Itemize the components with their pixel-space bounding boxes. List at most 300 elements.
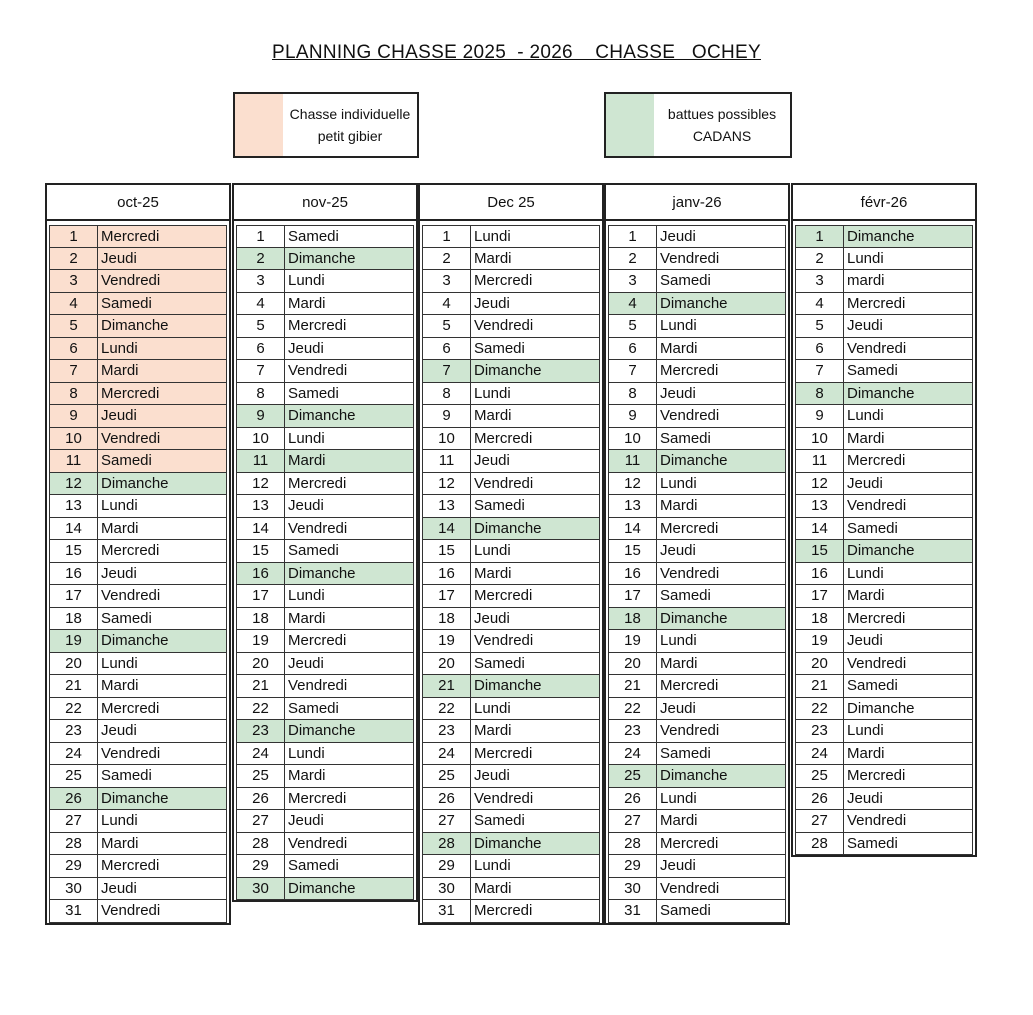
day-row [608, 608, 786, 631]
day-name: Samedi [101, 452, 152, 469]
day-name: Vendredi [101, 272, 161, 289]
day-row [795, 540, 973, 563]
day-row [608, 270, 786, 293]
day-row [795, 428, 973, 451]
day-row [422, 675, 600, 698]
day-number: 18 [423, 608, 471, 630]
day-name: Lundi [288, 744, 325, 762]
day-name: Mardi [101, 362, 139, 379]
day-number: 20 [50, 653, 98, 675]
day-row [608, 878, 786, 901]
day-number: 19 [423, 630, 471, 652]
day-name: Mercredi [660, 834, 719, 852]
day-row [236, 743, 414, 766]
month-column [232, 183, 418, 902]
day-name: Mardi [474, 879, 512, 897]
day-number: 9 [609, 405, 657, 427]
day-number: 29 [237, 855, 285, 877]
day-row [422, 585, 600, 608]
day-row [422, 743, 600, 766]
day-name: Jeudi [474, 609, 510, 627]
day-row [795, 293, 973, 316]
day-number: 9 [50, 405, 98, 427]
day-name: Mercredi [847, 767, 906, 784]
day-row [236, 810, 414, 833]
day-number: 3 [423, 270, 471, 292]
day-name: Lundi [288, 429, 325, 447]
legend-orange [233, 92, 419, 158]
day-name: Mardi [474, 564, 512, 582]
month-header: Dec 25 [420, 185, 602, 221]
day-number: 1 [423, 226, 471, 247]
day-row [422, 810, 600, 833]
day-number: 19 [609, 630, 657, 652]
day-name: Mardi [847, 744, 885, 762]
day-row [49, 473, 227, 496]
day-row [608, 630, 786, 653]
day-number: 30 [423, 878, 471, 900]
day-number: 17 [237, 585, 285, 607]
day-number: 30 [609, 878, 657, 900]
day-name: Vendredi [101, 587, 161, 604]
day-row [49, 608, 227, 631]
day-row [49, 720, 227, 743]
day-name: Samedi [288, 384, 339, 402]
day-list [234, 221, 416, 900]
day-name: Jeudi [288, 654, 324, 672]
day-name: Dimanche [101, 474, 169, 492]
day-number: 26 [50, 788, 98, 810]
day-row [608, 383, 786, 406]
month-column [791, 183, 977, 857]
day-name: Dimanche [474, 834, 542, 852]
day-row [49, 630, 227, 653]
day-name: Vendredi [288, 677, 348, 694]
day-row [49, 540, 227, 563]
day-number: 2 [609, 248, 657, 270]
day-name: Vendredi [660, 407, 720, 424]
day-name: Jeudi [660, 228, 696, 245]
day-row [422, 720, 600, 743]
day-row [422, 608, 600, 631]
day-number: 16 [796, 563, 844, 585]
day-name: Mercredi [474, 272, 533, 289]
day-number: 12 [423, 473, 471, 495]
day-number: 29 [609, 855, 657, 877]
day-row [795, 675, 973, 698]
day-row [236, 518, 414, 541]
day-name: Vendredi [474, 317, 534, 334]
day-name: Samedi [660, 587, 711, 604]
day-number: 23 [423, 720, 471, 742]
day-name: Jeudi [847, 474, 883, 492]
day-name: Samedi [288, 699, 339, 717]
day-name: Dimanche [474, 677, 542, 694]
day-row [236, 563, 414, 586]
day-row [795, 765, 973, 788]
day-row [49, 225, 227, 248]
day-row [236, 225, 414, 248]
day-row [236, 833, 414, 856]
day-name: Samedi [474, 654, 525, 672]
day-name: Lundi [474, 384, 511, 402]
day-number: 8 [423, 383, 471, 405]
day-row [422, 360, 600, 383]
legend-orange-swatch [235, 94, 283, 156]
day-name: Lundi [474, 699, 511, 717]
day-row [236, 720, 414, 743]
day-number: 17 [609, 585, 657, 607]
day-number: 21 [796, 675, 844, 697]
day-name: Dimanche [660, 294, 728, 312]
day-name: Mardi [101, 519, 139, 537]
day-row [236, 630, 414, 653]
day-row [608, 428, 786, 451]
day-number: 3 [50, 270, 98, 292]
day-name: Mardi [847, 429, 885, 447]
day-row [49, 810, 227, 833]
day-number: 16 [609, 563, 657, 585]
day-number: 1 [50, 226, 98, 247]
day-number: 5 [50, 315, 98, 337]
day-number: 27 [237, 810, 285, 832]
day-row [795, 653, 973, 676]
day-number: 6 [796, 338, 844, 360]
day-number: 31 [609, 900, 657, 922]
day-name: Lundi [660, 632, 697, 649]
day-number: 11 [423, 450, 471, 472]
day-row [422, 495, 600, 518]
day-number: 4 [423, 293, 471, 315]
day-row [49, 743, 227, 766]
day-row [608, 473, 786, 496]
day-row [236, 473, 414, 496]
day-number: 12 [796, 473, 844, 495]
day-number: 18 [609, 608, 657, 630]
day-number: 9 [796, 405, 844, 427]
day-number: 15 [609, 540, 657, 562]
day-name: Jeudi [101, 564, 137, 582]
day-name: Dimanche [288, 407, 356, 424]
day-name: Mercredi [101, 228, 160, 245]
day-number: 24 [237, 743, 285, 765]
day-name: Dimanche [288, 249, 356, 267]
day-row [608, 788, 786, 811]
day-name: Samedi [660, 429, 711, 447]
day-name: Dimanche [660, 452, 728, 469]
legend-green-line1: battues possibles [667, 106, 777, 122]
day-name: Vendredi [847, 654, 907, 672]
day-row [49, 495, 227, 518]
day-row [608, 248, 786, 271]
day-number: 4 [237, 293, 285, 315]
day-name: Samedi [288, 857, 339, 874]
day-number: 18 [50, 608, 98, 630]
day-name: Samedi [101, 609, 152, 627]
day-number: 25 [50, 765, 98, 787]
day-row [236, 428, 414, 451]
day-name: Jeudi [847, 789, 883, 807]
day-name: Mercredi [660, 362, 719, 379]
day-name: Mercredi [474, 587, 533, 604]
day-row [422, 248, 600, 271]
day-row [608, 450, 786, 473]
day-row [236, 248, 414, 271]
day-row [422, 225, 600, 248]
legend-green-swatch [606, 94, 654, 156]
day-name: Vendredi [101, 429, 161, 447]
day-name: Dimanche [474, 519, 542, 537]
day-name: Dimanche [101, 789, 169, 807]
day-name: Vendredi [101, 744, 161, 762]
month-column [604, 183, 790, 925]
month-column [418, 183, 604, 925]
day-name: Lundi [288, 587, 325, 604]
day-row [422, 428, 600, 451]
day-number: 23 [609, 720, 657, 742]
day-number: 25 [609, 765, 657, 787]
day-row [795, 720, 973, 743]
day-number: 6 [423, 338, 471, 360]
day-number: 6 [237, 338, 285, 360]
day-number: 26 [796, 788, 844, 810]
day-row [49, 765, 227, 788]
day-row [236, 788, 414, 811]
day-row [422, 788, 600, 811]
day-number: 19 [237, 630, 285, 652]
day-number: 30 [50, 878, 98, 900]
day-name: Vendredi [288, 519, 348, 537]
day-number: 2 [237, 248, 285, 270]
day-number: 31 [50, 900, 98, 922]
day-number: 6 [50, 338, 98, 360]
day-number: 23 [796, 720, 844, 742]
day-row [795, 225, 973, 248]
day-number: 7 [423, 360, 471, 382]
day-name: Lundi [474, 228, 511, 245]
day-row [795, 788, 973, 811]
day-row [795, 810, 973, 833]
day-number: 18 [796, 608, 844, 630]
day-number: 2 [50, 248, 98, 270]
day-number: 9 [423, 405, 471, 427]
day-number: 24 [609, 743, 657, 765]
day-row [608, 563, 786, 586]
day-number: 28 [50, 833, 98, 855]
day-number: 26 [609, 788, 657, 810]
day-number: 28 [423, 833, 471, 855]
day-name: Jeudi [101, 722, 137, 739]
day-row [608, 698, 786, 721]
day-name: Dimanche [847, 384, 915, 402]
day-row [795, 360, 973, 383]
day-number: 8 [237, 383, 285, 405]
day-number: 11 [609, 450, 657, 472]
day-name: Jeudi [474, 767, 510, 784]
day-name: Samedi [101, 294, 152, 312]
day-number: 7 [50, 360, 98, 382]
day-name: Jeudi [474, 452, 510, 469]
day-name: Mercredi [101, 542, 160, 559]
day-row [422, 855, 600, 878]
day-row [422, 518, 600, 541]
day-row [236, 405, 414, 428]
day-name: Jeudi [288, 812, 324, 829]
day-number: 25 [423, 765, 471, 787]
day-number: 14 [50, 518, 98, 540]
day-row [422, 878, 600, 901]
day-name: Dimanche [101, 317, 169, 334]
day-row [236, 293, 414, 316]
day-row [49, 315, 227, 338]
day-number: 16 [50, 563, 98, 585]
day-row [422, 315, 600, 338]
day-number: 12 [609, 473, 657, 495]
day-number: 11 [237, 450, 285, 472]
day-row [795, 495, 973, 518]
month-header: févr-26 [793, 185, 975, 221]
day-name: Mercredi [288, 474, 347, 492]
day-name: Mardi [288, 294, 326, 312]
day-number: 25 [237, 765, 285, 787]
day-number: 4 [609, 293, 657, 315]
day-name: Vendredi [474, 789, 534, 807]
legend-orange-line1: Chasse individuelle [289, 106, 411, 122]
day-name: Samedi [101, 767, 152, 784]
day-row [49, 360, 227, 383]
day-name: Jeudi [660, 857, 696, 874]
day-name: Jeudi [101, 249, 137, 267]
day-row [49, 270, 227, 293]
day-name: Jeudi [101, 879, 137, 897]
day-number: 23 [237, 720, 285, 742]
day-name: Samedi [474, 339, 525, 357]
day-name: Dimanche [847, 542, 915, 559]
day-number: 20 [423, 653, 471, 675]
day-number: 27 [796, 810, 844, 832]
page-title: PLANNING CHASSE 2025 - 2026 CHASSE OCHEY [272, 42, 761, 63]
day-name: Samedi [660, 272, 711, 289]
day-name: Mardi [101, 677, 139, 694]
day-row [608, 405, 786, 428]
day-name: Vendredi [288, 362, 348, 379]
day-name: Mardi [847, 587, 885, 604]
day-row [422, 563, 600, 586]
legend-green [604, 92, 792, 158]
day-name: Samedi [474, 812, 525, 829]
day-row [236, 540, 414, 563]
day-name: Dimanche [474, 362, 542, 379]
day-row [236, 855, 414, 878]
day-row [795, 563, 973, 586]
day-name: mardi [847, 272, 885, 289]
day-row [49, 248, 227, 271]
day-name: Lundi [660, 789, 697, 807]
day-name: Lundi [288, 272, 325, 289]
day-row [49, 585, 227, 608]
day-number: 3 [237, 270, 285, 292]
day-row [49, 900, 227, 923]
day-row [795, 518, 973, 541]
day-row [608, 765, 786, 788]
day-row [236, 338, 414, 361]
day-number: 26 [237, 788, 285, 810]
day-name: Samedi [847, 834, 898, 852]
day-number: 19 [50, 630, 98, 652]
day-name: Dimanche [288, 879, 356, 897]
day-row [422, 653, 600, 676]
day-number: 24 [423, 743, 471, 765]
day-row [49, 855, 227, 878]
day-name: Jeudi [660, 699, 696, 717]
day-name: Jeudi [660, 542, 696, 559]
day-number: 13 [423, 495, 471, 517]
day-name: Mercredi [474, 429, 533, 447]
day-name: Mardi [474, 407, 512, 424]
day-number: 5 [423, 315, 471, 337]
day-name: Mardi [474, 249, 512, 267]
day-name: Mercredi [474, 744, 533, 762]
day-number: 17 [796, 585, 844, 607]
day-number: 19 [796, 630, 844, 652]
day-row [795, 450, 973, 473]
day-number: 3 [609, 270, 657, 292]
day-row [422, 473, 600, 496]
day-row [608, 495, 786, 518]
day-row [236, 653, 414, 676]
day-name: Lundi [660, 474, 697, 492]
day-row [236, 878, 414, 901]
day-number: 1 [796, 226, 844, 247]
day-number: 28 [796, 833, 844, 855]
day-number: 12 [50, 473, 98, 495]
day-number: 7 [609, 360, 657, 382]
day-number: 22 [423, 698, 471, 720]
day-name: Vendredi [660, 879, 720, 897]
day-name: Samedi [660, 744, 711, 762]
day-number: 2 [423, 248, 471, 270]
day-name: Mercredi [660, 519, 719, 537]
day-row [422, 698, 600, 721]
day-number: 10 [423, 428, 471, 450]
day-name: Lundi [101, 339, 138, 357]
day-row [49, 383, 227, 406]
day-row [236, 765, 414, 788]
day-number: 25 [796, 765, 844, 787]
day-name: Vendredi [660, 249, 720, 267]
day-name: Mardi [288, 767, 326, 784]
legend-orange-line2: petit gibier [317, 128, 383, 144]
day-number: 4 [796, 293, 844, 315]
day-name: Mercredi [288, 632, 347, 649]
day-row [608, 833, 786, 856]
day-row [795, 338, 973, 361]
day-name: Mardi [288, 609, 326, 627]
day-number: 9 [237, 405, 285, 427]
day-name: Vendredi [660, 564, 720, 582]
day-name: Jeudi [101, 407, 137, 424]
day-name: Samedi [474, 497, 525, 514]
day-number: 15 [796, 540, 844, 562]
day-row [608, 675, 786, 698]
day-row [49, 675, 227, 698]
day-name: Mercredi [847, 609, 906, 627]
day-number: 5 [237, 315, 285, 337]
day-number: 8 [796, 383, 844, 405]
day-number: 14 [423, 518, 471, 540]
legend-orange-text [283, 94, 417, 156]
day-name: Dimanche [847, 699, 915, 717]
